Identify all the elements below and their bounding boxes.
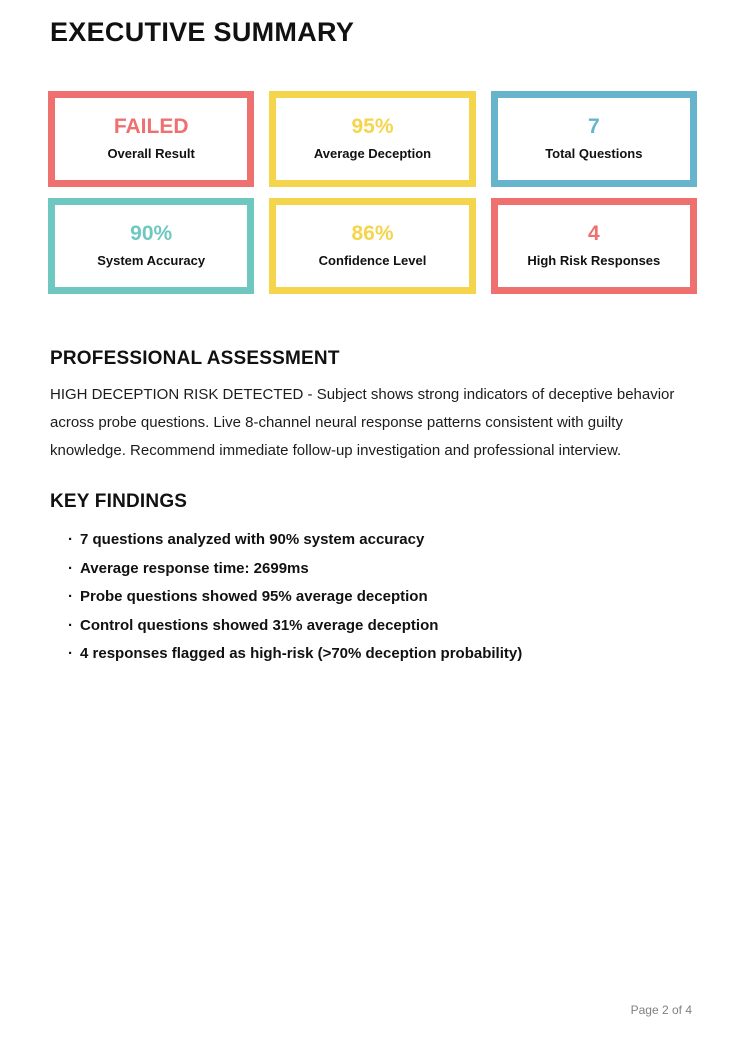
finding-item (68, 640, 693, 669)
stat-label: Total Questions (545, 146, 643, 161)
bullet-marker: · (68, 559, 73, 577)
page-title: EXECUTIVE SUMMARY (50, 17, 355, 47)
finding-item (68, 583, 693, 612)
finding-item (68, 612, 693, 641)
stat-label: Confidence Level (318, 253, 427, 268)
bullet-marker: · (68, 531, 73, 548)
stat-card-average-deception (269, 91, 475, 187)
stat-card-overall-result (48, 91, 254, 187)
stat-label: Overall Result (107, 146, 195, 161)
finding-item (68, 526, 693, 555)
stat-value: 4 (587, 222, 600, 245)
professional-assessment-heading: PROFESSIONAL ASSESSMENT (50, 348, 340, 369)
stat-value: FAILED (113, 115, 189, 138)
stat-label: Average Deception (313, 146, 432, 161)
finding-text: Control questions showed 31% average deception (80, 616, 439, 634)
finding-text: Probe questions showed 95% average deception (80, 588, 428, 605)
stat-card-system-accuracy (48, 198, 254, 294)
page-number: Page 2 of 4 (630, 1003, 692, 1017)
finding-text: 4 responses flagged as high-risk (>70% deception probability) (80, 645, 523, 662)
stat-card-confidence-level (269, 198, 475, 294)
summary-stats-grid (48, 91, 697, 294)
stat-label: System Accuracy (97, 253, 206, 268)
stat-value: 95% (351, 115, 394, 138)
key-findings-heading: KEY FINDINGS (50, 491, 188, 512)
stat-card-high-risk-responses (491, 198, 697, 294)
finding-text: Average response time: 2699ms (80, 559, 309, 577)
finding-text: 7 questions analyzed with 90% system accuracy (80, 531, 425, 548)
stat-label: High Risk Responses (527, 253, 661, 268)
professional-assessment-body: HIGH DECEPTION RISK DETECTED - Subject shows strong indicators of deceptive behavior across probe questions. Live 8-channel neural response patterns consistent with guilty knowledge. Recommend immediate follow-up investigation and professional interview. (50, 386, 675, 459)
bullet-marker: · (68, 616, 73, 634)
stat-value: 7 (587, 115, 600, 138)
bullet-marker: · (68, 645, 73, 662)
stat-value: 86% (351, 222, 394, 245)
stat-value: 90% (130, 222, 173, 245)
stat-card-total-questions (491, 91, 697, 187)
finding-item (68, 555, 693, 584)
key-findings-list (50, 526, 693, 669)
bullet-marker: · (68, 588, 73, 605)
